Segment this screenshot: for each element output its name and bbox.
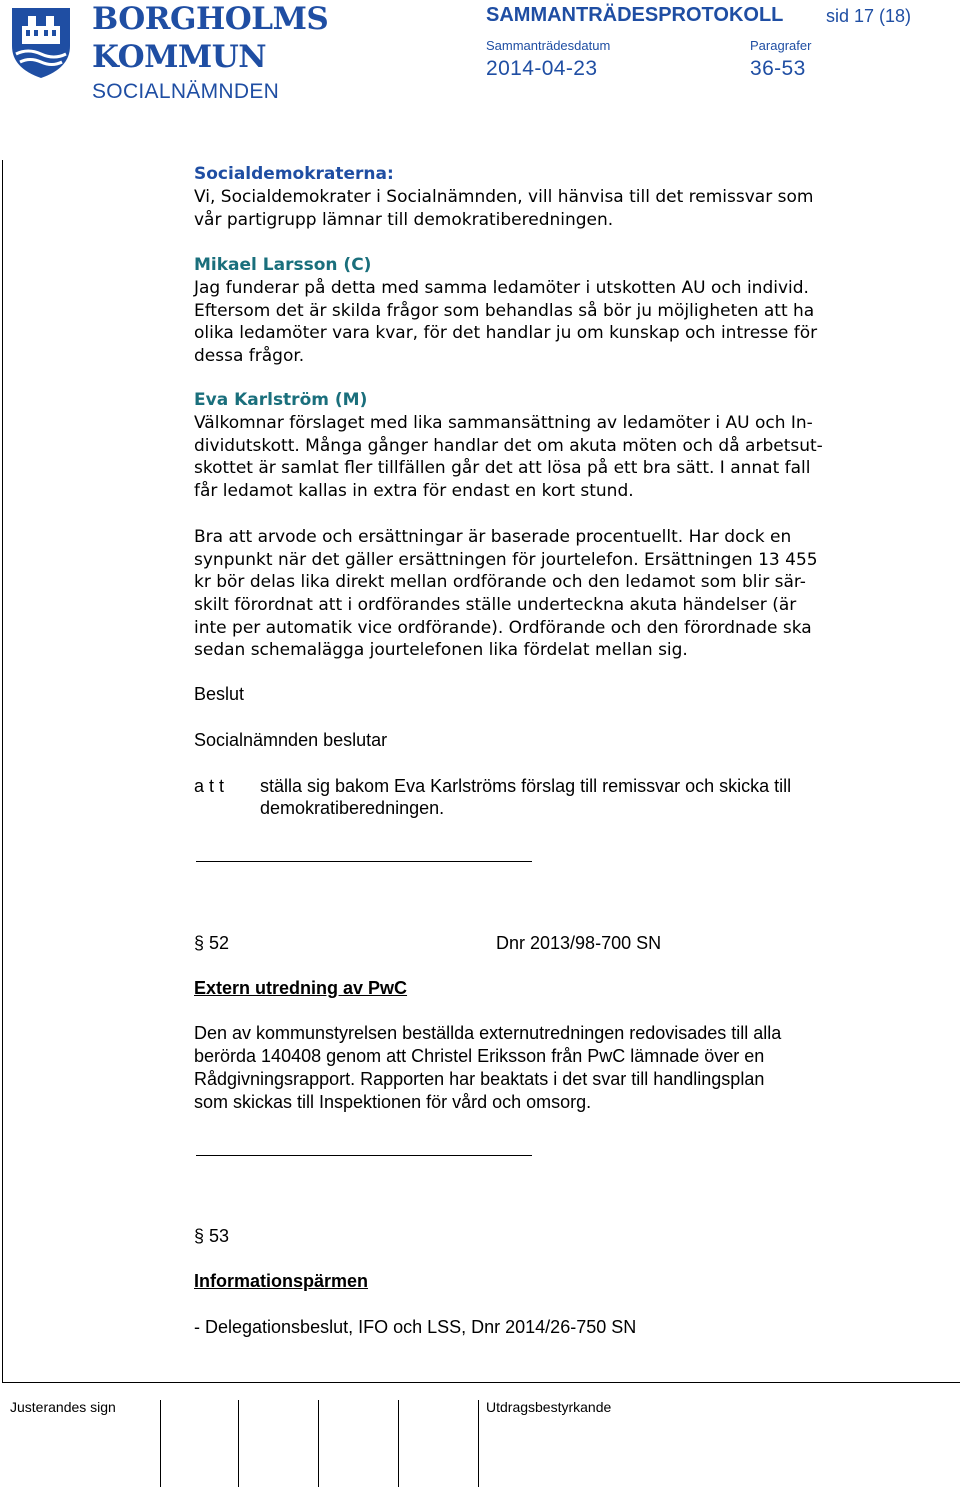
paragraph-53-number: § 53 xyxy=(194,1226,230,1246)
left-margin-rule xyxy=(2,160,3,1382)
footer-divider-3 xyxy=(318,1400,319,1487)
department-name: SOCIALNÄMNDEN xyxy=(92,80,280,103)
paragraph-line: Rådgivningsrapport. Rapporten har beaktats i det svar till handlingsplan xyxy=(194,1069,765,1089)
section-separator xyxy=(196,861,532,862)
footer-divider-2 xyxy=(238,1400,239,1487)
paragraph-line: skottet är samlat fler tillfällen går det att lösa på ett bra sätt. I annat fall xyxy=(194,458,811,478)
footer-divider-1 xyxy=(160,1400,161,1487)
meeting-date-label: Sammanträdesdatum xyxy=(486,38,611,53)
paragraphs-value: 36-53 xyxy=(750,57,806,80)
paragraph-line: kr bör delas lika direkt mellan ordförande och den ledamot som blir sär- xyxy=(194,572,806,592)
meeting-date-value: 2014-04-23 xyxy=(486,57,598,80)
footer-divider-5 xyxy=(478,1400,479,1487)
paragraph-line: vår partigrupp lämnar till demokratiberedningen. xyxy=(194,210,614,230)
speaker-heading-mikael-larsson: Mikael Larsson (C) xyxy=(194,255,372,275)
decision-att: a t t xyxy=(194,776,225,796)
decision-heading: Beslut xyxy=(194,684,245,704)
section-separator xyxy=(196,1155,532,1156)
paragraph-line: Välkomnar förslaget med lika sammansättning av ledamöter i AU och In- xyxy=(194,413,813,433)
coat-of-arms-logo xyxy=(8,4,74,80)
document-type: SAMMANTRÄDESPROTOKOLL xyxy=(486,4,784,26)
footer-extract-label: Utdragsbestyrkande xyxy=(486,1399,612,1415)
paragraph-line: Jag funderar på detta med samma ledamöter i utskotten AU och individ. xyxy=(194,278,809,298)
section-heading-socialdemokraterna: Socialdemokraterna: xyxy=(194,164,394,184)
paragraph-line: Vi, Socialdemokrater i Socialnämnden, vill hänvisa till det remissvar som xyxy=(194,187,814,207)
paragraph-line: som skickas till Inspektionen för vård och omsorg. xyxy=(194,1092,592,1112)
decision-subject: Socialnämnden beslutar xyxy=(194,730,388,750)
paragraph-line: olika ledamöter vara kvar, för det handlar ju om kunskap och intresse för xyxy=(194,323,818,343)
paragraph-line: dividutskott. Många gånger handlar det om akuta möten och då arbetsut- xyxy=(194,436,823,456)
footer-divider-4 xyxy=(398,1400,399,1487)
paragraph-53-title: Informationspärmen xyxy=(194,1271,369,1291)
paragraph-line: berörda 140408 genom att Christel Eriksson från PwC lämnade över en xyxy=(194,1046,765,1066)
org-name-line2: KOMMUN xyxy=(92,39,267,75)
paragraph-line: Bra att arvode och ersättningar är baserade procentuellt. Har dock en xyxy=(194,527,792,547)
paragraphs-label: Paragrafer xyxy=(750,38,812,53)
paragraph-line: får ledamot kallas in extra för endast en kort stund. xyxy=(194,481,634,501)
paragraph-52-dnr: Dnr 2013/98-700 SN xyxy=(496,933,662,953)
paragraph-52-number: § 52 xyxy=(194,933,230,953)
decision-line: demokratiberedningen. xyxy=(260,798,445,818)
paragraph-line: synpunkt när det gäller ersättningen för jourtelefon. Ersättningen 13 455 xyxy=(194,550,818,570)
list-item: - Delegationsbeslut, IFO och LSS, Dnr 2014/26-750 SN xyxy=(194,1317,637,1337)
paragraph-line: sedan schemalägga jourtelefonen lika fördelat mellan sig. xyxy=(194,640,688,660)
paragraph-line: inte per automatik vice ordförande). Ordförande och den förordnade ska xyxy=(194,618,812,638)
footer-sign-label: Justerandes sign xyxy=(10,1399,116,1415)
org-name-line1: BORGHOLMS xyxy=(92,1,329,37)
footer-rule xyxy=(2,1382,960,1383)
paragraph-line: skilt förordnat att i ordförandes ställe underteckna akuta händelser (är xyxy=(194,595,797,615)
paragraph-52-title: Extern utredning av PwC xyxy=(194,978,408,998)
paragraph-line: dessa frågor. xyxy=(194,346,305,366)
speaker-heading-eva-karlstrom: Eva Karlström (M) xyxy=(194,390,368,410)
paragraph-line: Eftersom det är skilda frågor som behandlas så bör ju möjligheten att ha xyxy=(194,301,815,321)
paragraph-line: Den av kommunstyrelsen beställda externutredningen redovisades till alla xyxy=(194,1023,782,1043)
decision-line: ställa sig bakom Eva Karlströms förslag till remissvar och skicka till xyxy=(260,776,792,796)
page-number: sid 17 (18) xyxy=(826,6,912,26)
